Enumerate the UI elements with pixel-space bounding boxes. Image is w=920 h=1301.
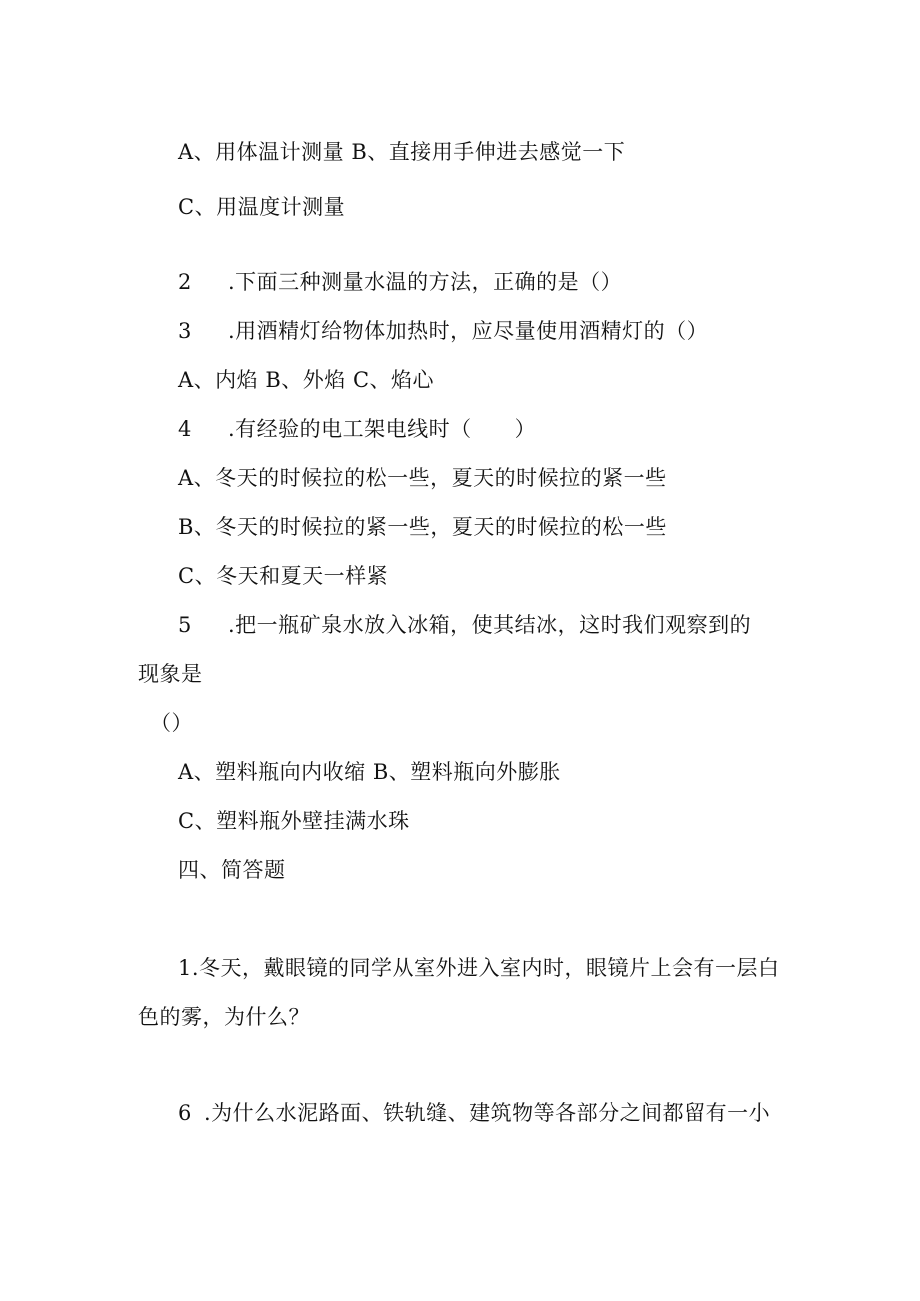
question-3-options: A、内焰 B、外焰 C、焰心 [178, 368, 435, 392]
question-4-option-c: C、冬天和夏天一样紧 [178, 564, 389, 588]
section-heading-short-answer: 四、简答题 [178, 858, 286, 882]
question-5-text: .把一瓶矿泉水放入冰箱，使其结冰，这时我们观察到的 [228, 613, 752, 637]
question-5-option-c: C、塑料瓶外壁挂满水珠 [178, 809, 410, 833]
short-answer-6-text: .为什么水泥路面、铁轨缝、建筑物等各部分之间都留有一小 [204, 1101, 771, 1125]
option-line-thermometer: A、用体温计测量 B、直接用手伸进去感觉一下 [178, 140, 626, 164]
question-5-continuation: 现象是 [138, 662, 203, 686]
question-3-text: .用酒精灯给物体加热时，应尽量使用酒精灯的（） [228, 319, 709, 343]
question-5-parentheses: （） [150, 711, 193, 735]
question-3 [178, 316, 708, 346]
question-5 [178, 610, 751, 640]
question-4-option-a: A、冬天的时候拉的松一些，夏天的时候拉的紧一些 [178, 466, 667, 490]
short-answer-1-line-1: 1.冬天，戴眼镜的同学从室外进入室内时，眼镜片上会有一层白 [178, 956, 780, 980]
short-answer-6-number: 6 [178, 1101, 192, 1125]
question-3-number: 3 [178, 319, 192, 343]
question-2-number: 2 [178, 270, 192, 294]
question-5-options-ab: A、塑料瓶向内收缩 B、塑料瓶向外膨胀 [178, 760, 561, 784]
option-line-temp-gauge: C、用温度计测量 [178, 195, 346, 219]
short-answer-1-line-2: 色的雾，为什么？ [138, 1005, 310, 1029]
short-answer-6 [178, 1098, 770, 1128]
question-2-text: .下面三种测量水温的方法，正确的是（） [228, 270, 623, 294]
question-4-number: 4 [178, 417, 192, 441]
question-5-number: 5 [178, 613, 192, 637]
question-4 [178, 414, 536, 444]
question-2 [178, 267, 622, 297]
question-4-option-b: B、冬天的时候拉的紧一些，夏天的时候拉的松一些 [178, 515, 667, 539]
question-4-text: .有经验的电工架电线时（ ） [228, 417, 537, 441]
